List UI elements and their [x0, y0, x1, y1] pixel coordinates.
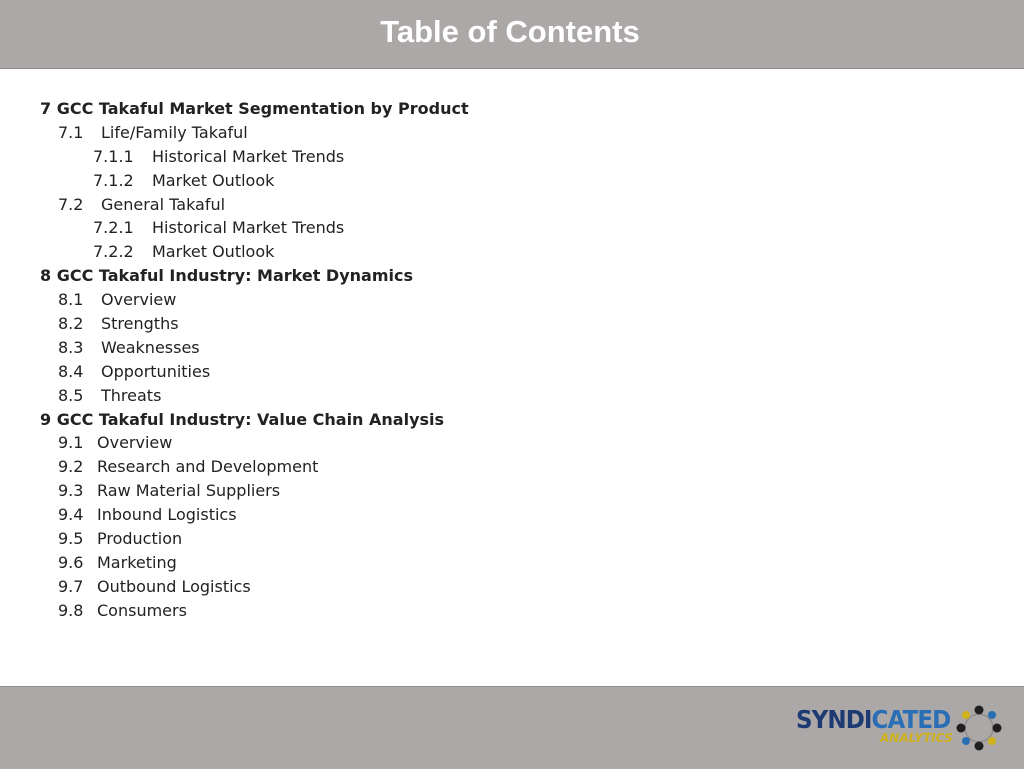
toc-section-heading	[40, 264, 940, 288]
toc-entry-text: Threats	[101, 385, 162, 405]
toc-entry	[40, 455, 940, 479]
toc-entry	[40, 288, 940, 312]
page-title: Table of Contents	[380, 14, 640, 49]
toc-entry-text: Strengths	[101, 314, 179, 334]
toc-entry	[40, 121, 940, 145]
toc-entry	[40, 145, 940, 169]
toc-entry-number: 8.1	[58, 290, 84, 310]
toc-entry	[40, 527, 940, 551]
toc-entry-text: Consumers	[97, 600, 187, 620]
toc-entry-number: 9.2	[58, 457, 84, 477]
toc-entry-number: 7.1.2	[93, 170, 134, 190]
toc-entry	[40, 431, 940, 455]
toc-entry	[40, 312, 940, 336]
toc-entry-text: Inbound Logistics	[97, 505, 237, 525]
toc-entry-text: Historical Market Trends	[152, 218, 345, 238]
toc-entry-number: 8.2	[58, 314, 84, 334]
toc-entry-text: Production	[97, 529, 183, 549]
toc-entry-number: 9.3	[58, 481, 84, 501]
toc-entry-number: 8.5	[58, 385, 84, 405]
toc-entry	[40, 575, 940, 599]
toc-entry	[40, 240, 940, 264]
toc-entry-number: 7.1	[58, 122, 84, 142]
logo-word-b: CATED	[871, 705, 951, 734]
toc-entry-number: 8.3	[58, 337, 84, 357]
toc-entry	[40, 551, 940, 575]
toc-entry-text: Raw Material Suppliers	[97, 481, 281, 501]
toc-entry-text: Historical Market Trends	[152, 146, 345, 166]
toc-entry-text: Overview	[97, 433, 173, 453]
toc-entry-text: Overview	[101, 290, 177, 310]
toc-entry-number: 9.7	[58, 576, 84, 596]
table-of-contents	[40, 97, 940, 623]
toc-entry-text: General Takaful	[101, 194, 226, 214]
toc-entry-text: Research and Development	[97, 457, 319, 477]
logo-word-a: SYNDI	[796, 705, 872, 734]
toc-entry-text: Market Outlook	[152, 242, 275, 262]
logo-subword: ANALYTICS	[880, 731, 953, 745]
toc-section-heading	[40, 408, 940, 432]
toc-entry-number: 7.2	[58, 194, 84, 214]
toc-entry-number: 8.4	[58, 361, 84, 381]
toc-entry	[40, 216, 940, 240]
toc-entry-number: 7.2.2	[93, 242, 134, 262]
company-logo	[796, 705, 1006, 753]
toc-entry-text: Market Outlook	[152, 170, 275, 190]
toc-entry	[40, 360, 940, 384]
toc-entry	[40, 599, 940, 623]
toc-entry-number: 9.5	[58, 529, 84, 549]
toc-entry-number: 9.4	[58, 505, 84, 525]
toc-entry-number: 9.6	[58, 552, 84, 572]
toc-entry-number: 7.2.1	[93, 218, 134, 238]
toc-entry-text: Outbound Logistics	[97, 576, 251, 596]
toc-entry	[40, 193, 940, 217]
toc-entry	[40, 503, 940, 527]
toc-entry-text: Opportunities	[101, 361, 211, 381]
toc-entry-number: 7.1.1	[93, 146, 134, 166]
toc-section-text: 8 GCC Takaful Industry: Market Dynamics	[40, 266, 413, 286]
toc-entry-text: Weaknesses	[101, 337, 200, 357]
toc-entry-number: 9.1	[58, 433, 84, 453]
toc-entry	[40, 169, 940, 193]
toc-entry-text: Life/Family Takaful	[101, 122, 248, 142]
toc-section-text: 9 GCC Takaful Industry: Value Chain Analysis	[40, 409, 445, 429]
toc-section-text: 7 GCC Takaful Market Segmentation by Product	[40, 99, 469, 118]
toc-entry	[40, 336, 940, 360]
toc-entry-number: 9.8	[58, 600, 84, 620]
toc-section-heading	[40, 97, 940, 121]
toc-entry	[40, 384, 940, 408]
toc-entry-text: Marketing	[97, 552, 177, 572]
toc-entry	[40, 479, 940, 503]
logo-ring-icon	[956, 705, 1002, 751]
slide-footer	[0, 686, 1024, 769]
logo-wordmark	[796, 705, 950, 734]
slide-header	[0, 0, 1024, 69]
